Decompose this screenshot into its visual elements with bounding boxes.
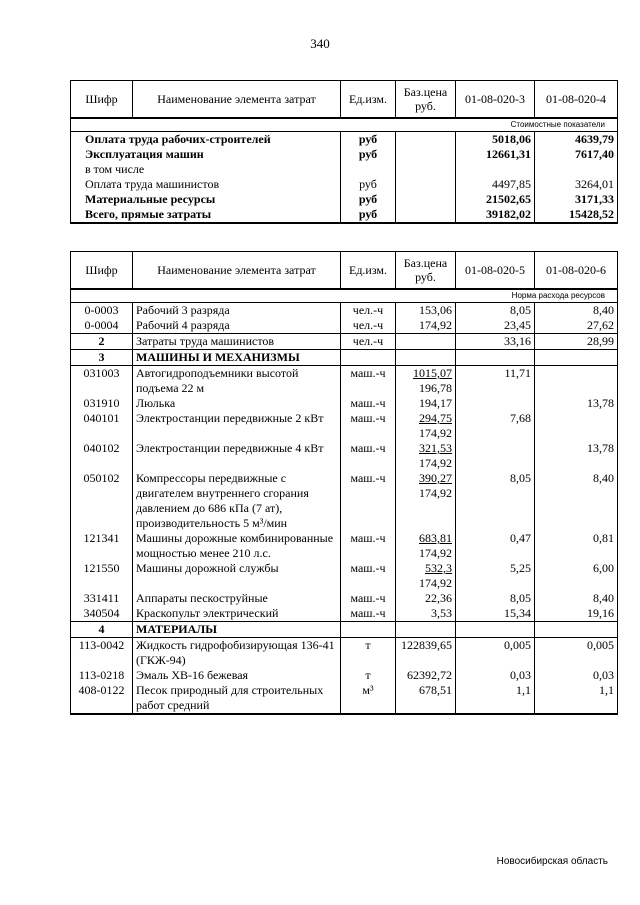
column-header: Баз.цена руб. <box>396 252 456 290</box>
table-row <box>71 318 618 334</box>
unit-cell: руб <box>341 147 396 162</box>
cost-item-name: Материальные ресурсы <box>71 192 341 207</box>
cost-item-name: в том числе <box>71 162 341 177</box>
unit-cell: маш.-ч <box>341 591 396 606</box>
norm-value: 8,05 <box>456 303 535 319</box>
empty-cell <box>341 622 396 638</box>
table-row <box>71 683 618 714</box>
resource-code: 408-0122 <box>71 683 133 714</box>
resource-name: Рабочий 4 разряда <box>133 318 341 334</box>
base-price-cell <box>396 441 456 471</box>
norm-value: 23,45 <box>456 318 535 334</box>
base-price: 294,75 <box>419 411 452 425</box>
table-row <box>71 366 618 397</box>
table-row <box>71 396 618 411</box>
resource-name: Автогидроподъемники высотой подъема 22 м <box>133 366 341 397</box>
norm-value: 0,47 <box>456 531 535 561</box>
base-price: 321,53 <box>419 441 452 455</box>
column-header: 01-08-020-3 <box>456 81 535 119</box>
base-price-wage: 174,92 <box>419 426 452 440</box>
resource-code: 031003 <box>71 366 133 397</box>
resource-code: 050102 <box>71 471 133 531</box>
unit-cell: чел.-ч <box>341 334 396 350</box>
norm-value: 0,005 <box>456 638 535 669</box>
base-price-cell <box>396 638 456 669</box>
resource-name: Жидкость гидрофобизирующая 136-41 (ГКЖ-94) <box>133 638 341 669</box>
unit-cell <box>341 162 396 177</box>
value-cell <box>456 162 535 177</box>
unit-cell: т <box>341 668 396 683</box>
unit-cell: чел.-ч <box>341 303 396 319</box>
norm-value: 1,1 <box>456 683 535 714</box>
resource-name: Песок природный для строительных работ средний <box>133 683 341 714</box>
norm-value: 0,03 <box>456 668 535 683</box>
value-cell <box>535 162 618 177</box>
empty-cell <box>396 350 456 366</box>
table-row <box>71 192 618 207</box>
unit-cell: маш.-ч <box>341 366 396 397</box>
value-cell: 7617,40 <box>535 147 618 162</box>
base-price-wage: 174,92 <box>419 576 452 590</box>
unit-cell: руб <box>341 192 396 207</box>
section-row <box>71 350 618 366</box>
base-price-cell <box>396 606 456 622</box>
base-price-wage: 174,92 <box>419 486 452 500</box>
cost-item-name: Оплата труда рабочих-строителей <box>71 132 341 148</box>
cost-item-name: Всего, прямые затраты <box>71 207 341 223</box>
unit-cell: маш.-ч <box>341 411 396 441</box>
base-price-cell <box>396 411 456 441</box>
column-header: 01-08-020-6 <box>535 252 618 290</box>
table-row <box>71 591 618 606</box>
resource-code: 0-0003 <box>71 303 133 319</box>
section-number: 3 <box>71 350 133 366</box>
norm-value: 0,81 <box>535 531 618 561</box>
resource-name: Аппараты пескоструйные <box>133 591 341 606</box>
norm-value: 1,1 <box>535 683 618 714</box>
base-price-cell <box>396 207 456 223</box>
value-cell: 21502,65 <box>456 192 535 207</box>
table-row <box>71 638 618 669</box>
cost-indicators-table <box>70 80 618 224</box>
norm-value: 0,03 <box>535 668 618 683</box>
region-footer: Новосибирская область <box>496 856 608 867</box>
base-price-cell <box>396 318 456 334</box>
table-row <box>71 411 618 441</box>
unit-cell: руб <box>341 132 396 148</box>
base-price-cell <box>396 668 456 683</box>
unit-cell: руб <box>341 207 396 223</box>
base-price-cell <box>396 192 456 207</box>
norm-value: 13,78 <box>535 396 618 411</box>
resource-name: Электростанции передвижные 2 кВт <box>133 411 341 441</box>
base-price-wage: 174,92 <box>419 456 452 470</box>
table-row <box>71 162 618 177</box>
resource-code: 0-0004 <box>71 318 133 334</box>
value-cell: 12661,31 <box>456 147 535 162</box>
subheader-row <box>71 118 618 132</box>
value-cell: 15428,52 <box>535 207 618 223</box>
base-price-cell <box>396 334 456 350</box>
norm-value: 6,00 <box>535 561 618 591</box>
base-price-cell <box>396 561 456 591</box>
resource-name: Затраты труда машинистов <box>133 334 341 350</box>
value-cell: 3171,33 <box>535 192 618 207</box>
norm-value: 27,62 <box>535 318 618 334</box>
base-price-cell <box>396 683 456 714</box>
resource-name: Люлька <box>133 396 341 411</box>
norm-value: 5,25 <box>456 561 535 591</box>
base-price: 1015,07 <box>413 366 452 380</box>
base-price-cell <box>396 303 456 319</box>
column-header: Ед.изм. <box>341 81 396 119</box>
base-price-cell <box>396 471 456 531</box>
base-price: 22,36 <box>425 591 452 605</box>
section-title: МАТЕРИАЛЫ <box>133 622 341 638</box>
resource-name: Рабочий 3 разряда <box>133 303 341 319</box>
table-header-row <box>71 81 618 119</box>
column-header: 01-08-020-5 <box>456 252 535 290</box>
resource-code: 340504 <box>71 606 133 622</box>
norm-value: 8,40 <box>535 471 618 531</box>
resource-name: Эмаль ХВ-16 бежевая <box>133 668 341 683</box>
resource-name: Краскопульт электрический <box>133 606 341 622</box>
norm-value: 8,05 <box>456 471 535 531</box>
base-price: 3,53 <box>431 606 452 620</box>
resource-code: 031910 <box>71 396 133 411</box>
resource-code: 331411 <box>71 591 133 606</box>
table-row <box>71 668 618 683</box>
value-cell: 3264,01 <box>535 177 618 192</box>
norm-value: 13,78 <box>535 441 618 471</box>
unit-cell: маш.-ч <box>341 606 396 622</box>
norm-value: 11,71 <box>456 366 535 397</box>
base-price: 194,17 <box>419 396 452 410</box>
subheader-label: Стоимостные показатели <box>71 118 618 132</box>
norm-value: 0,005 <box>535 638 618 669</box>
table-row <box>71 177 618 192</box>
table-row <box>71 147 618 162</box>
base-price-cell <box>396 591 456 606</box>
unit-cell: маш.-ч <box>341 531 396 561</box>
base-price-cell <box>396 132 456 148</box>
value-cell: 4639,79 <box>535 132 618 148</box>
base-price-cell <box>396 162 456 177</box>
resource-code: 113-0042 <box>71 638 133 669</box>
column-header: Баз.цена руб. <box>396 81 456 119</box>
base-price-cell <box>396 177 456 192</box>
table-row <box>71 531 618 561</box>
table-row <box>71 334 618 350</box>
resource-code: 113-0218 <box>71 668 133 683</box>
column-header: Наименование элемента затрат <box>133 81 341 119</box>
norm-value <box>535 411 618 441</box>
resource-name: Электростанции передвижные 4 кВт <box>133 441 341 471</box>
column-header: Шифр <box>71 252 133 290</box>
empty-cell <box>535 350 618 366</box>
section-number: 4 <box>71 622 133 638</box>
unit-cell: чел.-ч <box>341 318 396 334</box>
resource-code: 2 <box>71 334 133 350</box>
norm-value: 8,40 <box>535 591 618 606</box>
norm-value: 15,34 <box>456 606 535 622</box>
resource-name: Компрессоры передвижные с двигателем внутреннего сгорания давлением до 686 кПа (7 ат), производительность 5 м³/мин <box>133 471 341 531</box>
unit-cell: руб <box>341 177 396 192</box>
column-header: Шифр <box>71 81 133 119</box>
base-price-cell <box>396 366 456 397</box>
norm-value: 7,68 <box>456 411 535 441</box>
value-cell: 4497,85 <box>456 177 535 192</box>
norm-value: 8,05 <box>456 591 535 606</box>
value-cell: 5018,06 <box>456 132 535 148</box>
section-row <box>71 622 618 638</box>
value-cell: 39182,02 <box>456 207 535 223</box>
unit-cell: м³ <box>341 683 396 714</box>
table-header-row <box>71 252 618 290</box>
empty-cell <box>535 622 618 638</box>
table-row <box>71 207 618 223</box>
table-row <box>71 471 618 531</box>
base-price: 62392,72 <box>407 668 452 682</box>
base-price: 153,06 <box>419 303 452 317</box>
resource-name: Машины дорожные комбинированные мощностью менее 210 л.с. <box>133 531 341 561</box>
base-price-cell <box>396 396 456 411</box>
unit-cell: маш.-ч <box>341 471 396 531</box>
base-price-wage: 174,92 <box>419 546 452 560</box>
column-header: 01-08-020-4 <box>535 81 618 119</box>
unit-cell: маш.-ч <box>341 396 396 411</box>
base-price-wage: 196,78 <box>419 381 452 395</box>
cost-item-name: Эксплуатация машин <box>71 147 341 162</box>
page-number: 340 <box>310 36 330 51</box>
resource-norms-table <box>70 251 618 715</box>
empty-cell <box>456 622 535 638</box>
resource-code: 121341 <box>71 531 133 561</box>
base-price: 532,3 <box>425 561 452 575</box>
empty-cell <box>341 350 396 366</box>
column-header: Наименование элемента затрат <box>133 252 341 290</box>
norm-value <box>456 441 535 471</box>
base-price: 683,81 <box>419 531 452 545</box>
base-price: 390,27 <box>419 471 452 485</box>
base-price: 122839,65 <box>401 638 452 652</box>
norm-value: 19,16 <box>535 606 618 622</box>
base-price: 174,92 <box>419 318 452 332</box>
table-row <box>71 606 618 622</box>
unit-cell: маш.-ч <box>341 561 396 591</box>
table-row <box>71 441 618 471</box>
subheader-row <box>71 289 618 303</box>
resource-code: 040102 <box>71 441 133 471</box>
unit-cell: маш.-ч <box>341 441 396 471</box>
empty-cell <box>456 350 535 366</box>
empty-cell <box>396 622 456 638</box>
subheader-label: Норма расхода ресурсов <box>71 289 618 303</box>
base-price-cell <box>396 147 456 162</box>
unit-cell: т <box>341 638 396 669</box>
resource-code: 040101 <box>71 411 133 441</box>
norm-value <box>456 396 535 411</box>
base-price-cell <box>396 531 456 561</box>
resource-name: Машины дорожной службы <box>133 561 341 591</box>
section-title: МАШИНЫ И МЕХАНИЗМЫ <box>133 350 341 366</box>
resource-code: 121550 <box>71 561 133 591</box>
table-row <box>71 561 618 591</box>
column-header: Ед.изм. <box>341 252 396 290</box>
base-price: 678,51 <box>419 683 452 697</box>
norm-value: 33,16 <box>456 334 535 350</box>
table-row <box>71 303 618 319</box>
norm-value <box>535 366 618 397</box>
table-row <box>71 132 618 148</box>
cost-item-name: Оплата труда машинистов <box>71 177 341 192</box>
norm-value: 28,99 <box>535 334 618 350</box>
norm-value: 8,40 <box>535 303 618 319</box>
